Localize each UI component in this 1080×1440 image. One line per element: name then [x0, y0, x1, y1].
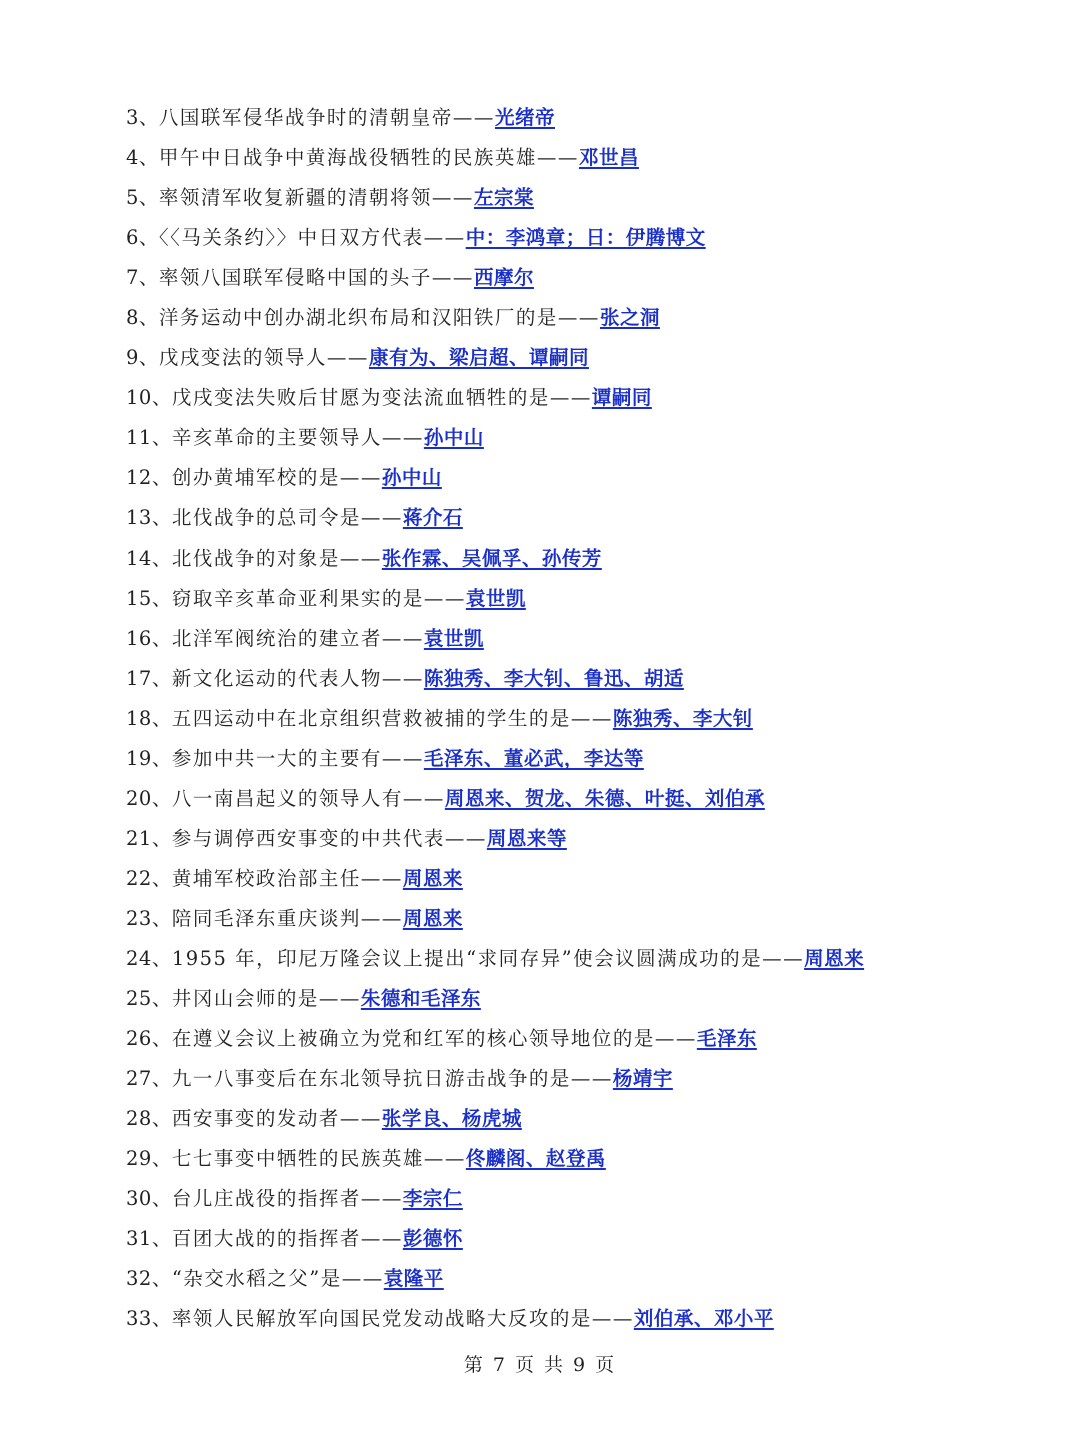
list-item [126, 539, 1046, 579]
question-text: 新文化运动的代表人物—— [171, 666, 424, 690]
question-text: 甲午中日战争中黄海战役牺牲的民族英雄—— [158, 146, 579, 170]
answer-text: 袁世凯 [465, 586, 526, 610]
answer-text: 孙中山 [381, 466, 442, 490]
question-text: “杂交水稻之父”是—— [171, 1267, 384, 1291]
list-item [126, 218, 1046, 258]
item-number: 31、 [126, 1227, 172, 1251]
item-number: 5、 [126, 186, 159, 210]
answer-text: 陈独秀、李大钊 [612, 706, 753, 730]
question-text: 百团大战的的指挥者—— [171, 1227, 403, 1251]
question-text: 参与调停西安事变的中共代表—— [171, 826, 487, 850]
answer-text: 朱德和毛泽东 [360, 987, 481, 1011]
list-item [126, 1259, 1046, 1299]
answer-text: 张学良、杨虎城 [381, 1107, 522, 1131]
item-number: 32、 [126, 1267, 172, 1291]
item-number: 19、 [126, 746, 172, 770]
question-text: 率领人民解放军向国民党发动战略大反攻的是—— [171, 1307, 634, 1331]
question-text: 洋务运动中创办湖北织布局和汉阳铁厂的是—— [158, 306, 600, 330]
list-item [126, 819, 1046, 859]
list-item [126, 899, 1046, 939]
question-text: 台儿庄战役的指挥者—— [171, 1187, 403, 1211]
answer-text: 张之洞 [599, 306, 660, 330]
answer-text: 袁隆平 [383, 1267, 444, 1291]
answer-text: 邓世昌 [578, 146, 639, 170]
list-item [126, 1059, 1046, 1099]
item-number: 30、 [126, 1187, 172, 1211]
item-number: 15、 [126, 586, 172, 610]
item-number: 4、 [126, 146, 159, 170]
item-number: 29、 [126, 1147, 172, 1171]
item-number: 17、 [126, 666, 172, 690]
question-text: 八一南昌起义的领导人有—— [171, 786, 445, 810]
list-item [126, 138, 1046, 178]
item-number: 33、 [126, 1307, 172, 1331]
item-number: 3、 [126, 106, 159, 129]
list-item [126, 859, 1046, 899]
answer-text: 周恩来 [402, 906, 463, 930]
list-item [126, 739, 1046, 779]
answer-text: 谭嗣同 [591, 386, 652, 410]
list-item [126, 418, 1046, 458]
list-item [126, 619, 1046, 659]
item-number: 16、 [126, 626, 172, 650]
list-item [126, 939, 1046, 979]
item-number: 22、 [126, 866, 172, 890]
item-number: 26、 [126, 1027, 172, 1051]
answer-text: 刘伯承、邓小平 [633, 1307, 774, 1331]
question-text: 〈〈马关条约〉〉中日双方代表—— [158, 226, 466, 250]
answer-text: 周恩来、贺龙、朱德、叶挺、刘伯承 [444, 786, 765, 810]
list-item [126, 338, 1046, 378]
list-item [126, 659, 1046, 699]
question-text: 西安事变的发动者—— [171, 1107, 382, 1131]
list-item [126, 1099, 1046, 1139]
answer-text: 孙中山 [423, 426, 484, 450]
list-item [126, 498, 1046, 538]
answer-text: 光绪帝 [494, 106, 555, 129]
list-item [126, 579, 1046, 619]
item-number: 27、 [126, 1067, 172, 1091]
item-number: 25、 [126, 987, 172, 1011]
answer-text: 杨靖宇 [612, 1067, 673, 1091]
question-text: 辛亥革命的主要领导人—— [171, 426, 424, 450]
list-item [126, 1139, 1046, 1179]
answer-text: 周恩来等 [486, 826, 567, 850]
question-text: 戊戌变法失败后甘愿为变法流血牺牲的是—— [171, 386, 592, 410]
answer-text: 周恩来 [402, 866, 463, 890]
item-number: 13、 [126, 506, 172, 530]
answer-text: 彭德怀 [402, 1227, 463, 1251]
question-text: 黄埔军校政治部主任—— [171, 866, 403, 890]
item-number: 9、 [126, 346, 159, 370]
list-item [126, 699, 1046, 739]
question-text: 五四运动中在北京组织营救被捕的学生的是—— [171, 706, 613, 730]
page-footer: 第 7 页 共 9 页 [463, 1354, 617, 1376]
item-number: 10、 [126, 386, 172, 410]
question-text: 创办黄埔军校的是—— [171, 466, 382, 490]
question-text: 在遵义会议上被确立为党和红军的核心领导地位的是—— [171, 1027, 697, 1051]
answer-text: 康有为、梁启超、谭嗣同 [368, 346, 589, 370]
answer-text: 毛泽东、董必武，李达等 [423, 746, 644, 770]
question-text: 率领清军收复新疆的清朝将领—— [158, 186, 474, 210]
question-text: 窃取辛亥革命亚利果实的是—— [171, 586, 466, 610]
item-number: 8、 [126, 306, 159, 330]
answer-text: 陈独秀、李大钊、鲁迅、胡适 [423, 666, 684, 690]
answer-text: 中：李鸿章；日：伊腾博文 [465, 226, 706, 250]
item-number: 24、 [126, 946, 172, 970]
item-number: 11、 [126, 426, 172, 450]
list-item [126, 458, 1046, 498]
item-number: 23、 [126, 906, 172, 930]
question-text: 戊戌变法的领导人—— [158, 346, 369, 370]
question-text: 1955 年，印尼万隆会议上提出“求同存异”使会议圆满成功的是—— [171, 946, 805, 970]
list-item [126, 1219, 1046, 1259]
question-text: 九一八事变后在东北领导抗日游击战争的是—— [171, 1067, 613, 1091]
question-text: 参加中共一大的主要有—— [171, 746, 424, 770]
list-item [126, 979, 1046, 1019]
item-number: 18、 [126, 706, 172, 730]
list-item [126, 178, 1046, 218]
question-text: 八国联军侵华战争时的清朝皇帝—— [158, 106, 495, 129]
list-item [126, 1019, 1046, 1059]
list-item [126, 258, 1046, 298]
item-number: 14、 [126, 546, 172, 570]
list-item [126, 98, 1046, 138]
answer-text: 西摩尔 [473, 266, 534, 290]
list-item [126, 298, 1046, 338]
list-item [126, 779, 1046, 819]
answer-text: 李宗仁 [402, 1187, 463, 1211]
item-number: 6、 [126, 226, 159, 250]
question-text: 北洋军阀统治的建立者—— [171, 626, 424, 650]
answer-text: 左宗棠 [473, 186, 534, 210]
item-number: 7、 [126, 266, 159, 290]
answer-text: 佟麟阁、赵登禹 [465, 1147, 606, 1171]
question-text: 陪同毛泽东重庆谈判—— [171, 906, 403, 930]
answer-text: 袁世凯 [423, 626, 484, 650]
question-text: 北伐战争的对象是—— [171, 546, 382, 570]
qa-list [126, 98, 1046, 1339]
list-item [126, 1299, 1046, 1339]
item-number: 12、 [126, 466, 172, 490]
list-item [126, 378, 1046, 418]
answer-text: 毛泽东 [696, 1027, 757, 1051]
answer-text: 张作霖、吴佩孚、孙传芳 [381, 546, 602, 570]
question-text: 北伐战争的总司令是—— [171, 506, 403, 530]
item-number: 21、 [126, 826, 172, 850]
item-number: 20、 [126, 786, 172, 810]
answer-text: 蒋介石 [402, 506, 463, 530]
item-number: 28、 [126, 1107, 172, 1131]
question-text: 率领八国联军侵略中国的头子—— [158, 266, 474, 290]
answer-text: 周恩来 [804, 946, 865, 970]
list-item [126, 1179, 1046, 1219]
question-text: 井冈山会师的是—— [171, 987, 361, 1011]
question-text: 七七事变中牺牲的民族英雄—— [171, 1147, 466, 1171]
